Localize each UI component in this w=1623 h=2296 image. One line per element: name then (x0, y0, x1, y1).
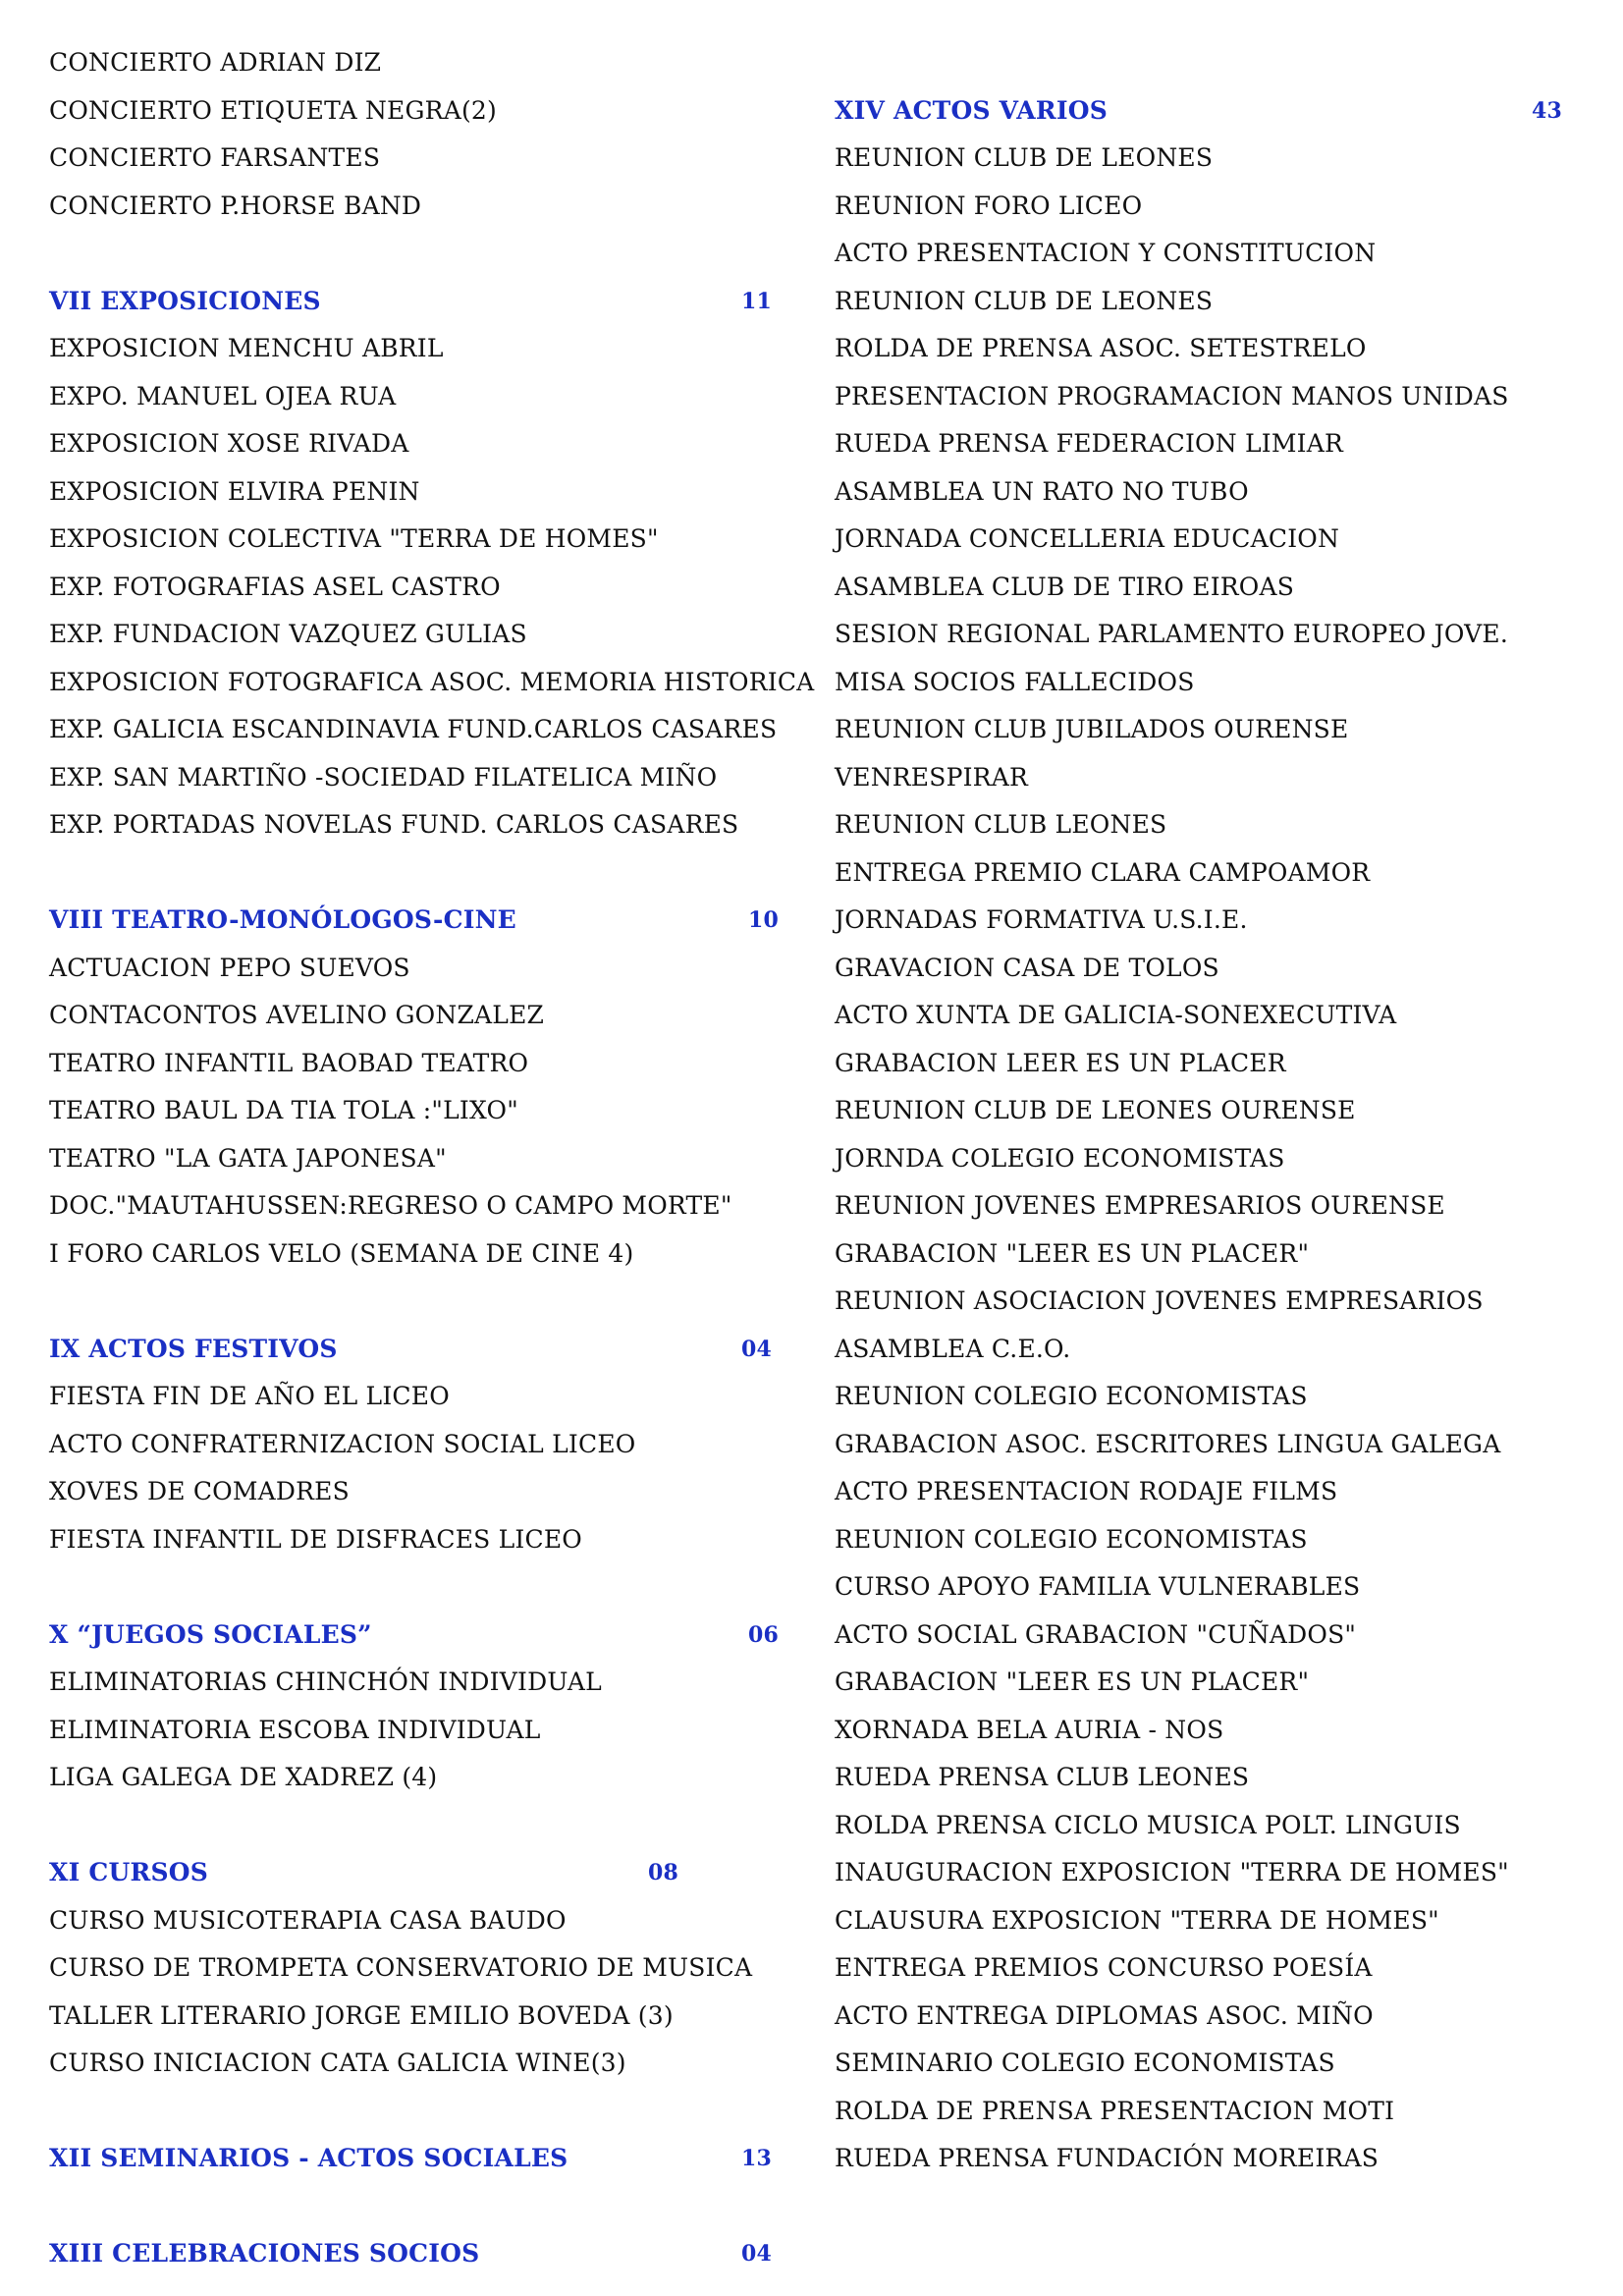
section-count: 06 (748, 1621, 780, 1648)
item-text: RUEDA PRENSA FEDERACION LIMIAR (835, 429, 1343, 458)
section-spacer (835, 39, 1561, 87)
list-item (835, 1230, 1561, 1279)
list-item (49, 659, 815, 707)
item-text: FIESTA INFANTIL DE DISFRACES LICEO (49, 1524, 582, 1554)
item-text: MISA SOCIOS FALLECIDOS (835, 667, 1195, 696)
list-item (835, 1612, 1561, 1660)
item-text: ELIMINATORIAS CHINCHÓN INDIVIDUAL (49, 1667, 602, 1696)
item-text: CONCIERTO FARSANTES (49, 143, 381, 172)
item-text: ENTREGA PREMIOS CONCURSO POESÍA (835, 1953, 1373, 1982)
list-item (49, 420, 795, 468)
right-column (835, 39, 1561, 2183)
item-text: REUNION CLUB DE LEONES (835, 286, 1214, 315)
item-text: EXP. GALICIA ESCANDINAVIA FUND.CARLOS CASARES (49, 715, 778, 743)
list-item (835, 2088, 1561, 2136)
section-title: VII EXPOSICIONES (49, 286, 321, 315)
list-item (49, 39, 795, 87)
item-text: I FORO CARLOS VELO (SEMANA DE CINE 4) (49, 1238, 634, 1268)
item-text: REUNION CLUB LEONES (835, 810, 1167, 839)
list-item (835, 1135, 1561, 1183)
list-item (835, 1326, 1561, 1374)
item-text: XOVES DE COMADRES (49, 1477, 350, 1505)
list-item (835, 1516, 1561, 1564)
item-text: CURSO INICIACION CATA GALICIA WINE(3) (49, 2049, 626, 2077)
item-text: LIGA GALEGA DE XADREZ (4) (49, 1763, 438, 1791)
item-text: ACTO PRESENTACION Y CONSTITUCION (835, 239, 1377, 267)
list-item (49, 1182, 795, 1230)
section-heading (49, 1612, 795, 1660)
list-item (835, 1182, 1561, 1230)
section-heading (49, 278, 795, 326)
list-item (835, 2040, 1561, 2088)
list-item (49, 1944, 795, 1993)
item-text: ACTO PRESENTACION RODAJE FILMS (835, 1477, 1338, 1505)
item-text: EXPOSICION ELVIRA PENIN (49, 476, 420, 506)
item-text: GRAVACION CASA DE TOLOS (835, 953, 1219, 982)
list-item (835, 1993, 1561, 2041)
section-heading (49, 897, 795, 945)
list-item (49, 754, 795, 802)
list-item (835, 1563, 1561, 1612)
item-text: ASAMBLEA CLUB DE TIRO EIROAS (835, 572, 1295, 601)
list-item (835, 468, 1561, 517)
list-item (835, 1087, 1561, 1135)
list-item (835, 849, 1561, 898)
section-spacer (49, 849, 795, 898)
item-text: EXPOSICION COLECTIVA "TERRA DE HOMES" (49, 524, 659, 553)
section-title: IX ACTOS FESTIVOS (49, 1334, 338, 1363)
list-item (835, 611, 1561, 659)
section-count: 08 (648, 1860, 679, 1886)
list-item (835, 1897, 1561, 1945)
list-item (835, 706, 1561, 754)
item-text: TEATRO "LA GATA JAPONESA" (49, 1143, 447, 1173)
item-text: ROLDA DE PRENSA ASOC. SETESTRELO (835, 334, 1367, 362)
list-item (49, 1659, 795, 1707)
list-item (49, 183, 795, 231)
item-text: TALLER LITERARIO JORGE EMILIO BOVEDA (3) (49, 2000, 674, 2030)
list-item (49, 373, 795, 421)
item-text: TEATRO INFANTIL BAOBAD TEATRO (49, 1048, 529, 1077)
list-item (835, 325, 1561, 373)
list-item (49, 468, 795, 517)
item-text: JORNADA CONCELLERIA EDUCACION (835, 524, 1340, 553)
list-item (49, 87, 795, 136)
list-item (49, 1135, 795, 1183)
list-item (835, 1802, 1561, 1850)
list-item (49, 1230, 795, 1279)
section-title: XII SEMINARIOS - ACTOS SOCIALES (49, 2144, 568, 2172)
item-text: XORNADA BELA AURIA - NOS (835, 1715, 1224, 1744)
item-text: REUNION COLEGIO ECONOMISTAS (835, 1524, 1308, 1554)
item-text: RUEDA PRENSA CLUB LEONES (835, 1763, 1250, 1791)
left-column (49, 39, 815, 2278)
list-item (49, 516, 795, 564)
item-text: ROLDA DE PRENSA PRESENTACION MOTI (835, 2096, 1395, 2125)
list-item (835, 278, 1561, 326)
item-text: JORNDA COLEGIO ECONOMISTAS (835, 1143, 1285, 1173)
section-heading (49, 2230, 795, 2278)
section-count: 43 (1532, 97, 1563, 124)
list-item (835, 945, 1561, 993)
item-text: FIESTA FIN DE AÑO EL LICEO (49, 1382, 450, 1410)
list-item (835, 1944, 1561, 1993)
item-text: EXPOSICION XOSE RIVADA (49, 429, 409, 458)
item-text: CURSO DE TROMPETA CONSERVATORIO DE MUSICA (49, 1953, 753, 1982)
item-text: ACTO XUNTA DE GALICIA-SONEXECUTIVA (835, 1001, 1397, 1029)
item-text: REUNION JOVENES EMPRESARIOS OURENSE (835, 1191, 1445, 1220)
item-text: GRABACION "LEER ES UN PLACER" (835, 1238, 1310, 1268)
item-text: ACTUACION PEPO SUEVOS (49, 953, 410, 982)
list-item (49, 1468, 795, 1516)
list-item (49, 1754, 795, 1802)
list-item (49, 1897, 795, 1945)
list-item (835, 1754, 1561, 1802)
list-item (49, 1516, 795, 1564)
item-text: REUNION ASOCIACION JOVENES EMPRESARIOS (835, 1286, 1484, 1315)
list-item (49, 1040, 795, 1088)
list-item (49, 1087, 795, 1135)
list-item (835, 1849, 1561, 1897)
list-item (49, 325, 795, 373)
list-item (835, 1421, 1561, 1469)
section-spacer (49, 230, 795, 278)
item-text: REUNION FORO LICEO (835, 191, 1143, 220)
item-text: REUNION COLEGIO ECONOMISTAS (835, 1382, 1308, 1410)
item-text: ENTREGA PREMIO CLARA CAMPOAMOR (835, 857, 1371, 887)
list-item (835, 564, 1561, 612)
list-item (835, 135, 1561, 183)
list-item (49, 801, 795, 849)
item-text: ROLDA PRENSA CICLO MUSICA POLT. LINGUIS (835, 1810, 1461, 1839)
item-text: PRESENTACION PROGRAMACION MANOS UNIDAS (835, 381, 1509, 410)
list-item (835, 516, 1561, 564)
list-item (49, 564, 795, 612)
item-text: GRABACION LEER ES UN PLACER (835, 1048, 1286, 1077)
item-text: CONCIERTO ADRIAN DIZ (49, 48, 382, 77)
list-item (49, 135, 795, 183)
item-text: RUEDA PRENSA FUNDACIÓN MOREIRAS (835, 2144, 1380, 2172)
section-count: 04 (741, 2241, 773, 2267)
section-count: 11 (741, 288, 773, 314)
list-item (49, 706, 795, 754)
item-text: CONTACONTOS AVELINO GONZALEZ (49, 1001, 545, 1029)
item-text: TEATRO BAUL DA TIA TOLA :"LIXO" (49, 1096, 518, 1124)
item-text: REUNION CLUB JUBILADOS OURENSE (835, 715, 1349, 743)
item-text: GRABACION ASOC. ESCRITORES LINGUA GALEGA (835, 1429, 1501, 1458)
list-item (835, 1040, 1561, 1088)
item-text: EXPO. MANUEL OJEA RUA (49, 381, 397, 410)
section-heading (49, 1849, 795, 1897)
section-spacer (49, 1802, 795, 1850)
item-text: ACTO CONFRATERNIZACION SOCIAL LICEO (49, 1429, 636, 1458)
list-item (835, 1707, 1561, 1755)
item-text: REUNION CLUB DE LEONES (835, 143, 1214, 172)
item-text: ELIMINATORIA ESCOBA INDIVIDUAL (49, 1715, 541, 1744)
list-item (835, 2135, 1561, 2183)
section-heading (49, 1326, 795, 1374)
item-text: ASAMBLEA C.E.O. (835, 1334, 1071, 1363)
item-text: INAUGURACION EXPOSICION "TERRA DE HOMES" (835, 1858, 1509, 1886)
item-text: REUNION CLUB DE LEONES OURENSE (835, 1096, 1356, 1124)
list-item (49, 2040, 795, 2088)
list-item (49, 945, 795, 993)
list-item (49, 1421, 795, 1469)
list-item (835, 992, 1561, 1040)
item-text: EXP. PORTADAS NOVELAS FUND. CARLOS CASARES (49, 810, 739, 839)
list-item (49, 611, 795, 659)
item-text: EXPOSICION FOTOGRAFICA ASOC. MEMORIA HISTORICA (49, 667, 815, 696)
list-item (49, 1993, 795, 2041)
section-spacer (49, 1563, 795, 1612)
item-text: EXP. FOTOGRAFIAS ASEL CASTRO (49, 572, 501, 601)
item-text: JORNADAS FORMATIVA U.S.I.E. (835, 905, 1248, 934)
item-text: SESION REGIONAL PARLAMENTO EUROPEO JOVE. (835, 620, 1508, 648)
list-item (835, 230, 1561, 278)
list-item (835, 1659, 1561, 1707)
list-item (835, 801, 1561, 849)
list-item (49, 1373, 795, 1421)
section-spacer (49, 2183, 795, 2231)
section-count: 13 (741, 2146, 773, 2171)
list-item (835, 659, 1561, 707)
list-item (835, 754, 1561, 802)
item-text: ACTO SOCIAL GRABACION "CUÑADOS" (835, 1619, 1357, 1649)
section-title: XIV ACTOS VARIOS (835, 95, 1108, 125)
section-count: 04 (741, 1336, 773, 1362)
item-text: ASAMBLEA UN RATO NO TUBO (835, 476, 1249, 506)
list-item (49, 1707, 795, 1755)
list-item (835, 897, 1561, 945)
item-text: ACTO ENTREGA DIPLOMAS ASOC. MIÑO (835, 2000, 1374, 2030)
item-text: EXPOSICION MENCHU ABRIL (49, 334, 444, 362)
list-item (835, 183, 1561, 231)
section-title: XIII CELEBRACIONES SOCIOS (49, 2239, 480, 2268)
section-title: X “JUEGOS SOCIALES” (49, 1619, 372, 1649)
item-text: VENRESPIRAR (835, 762, 1028, 792)
list-item (835, 1278, 1561, 1326)
item-text: CLAUSURA EXPOSICION "TERRA DE HOMES" (835, 1905, 1439, 1935)
section-heading (49, 2135, 795, 2183)
list-item (835, 373, 1561, 421)
list-item (835, 1373, 1561, 1421)
item-text: CURSO APOYO FAMILIA VULNERABLES (835, 1572, 1361, 1601)
item-text: CURSO MUSICOTERAPIA CASA BAUDO (49, 1905, 567, 1935)
item-text: DOC."MAUTAHUSSEN:REGRESO O CAMPO MORTE" (49, 1191, 732, 1220)
item-text: GRABACION "LEER ES UN PLACER" (835, 1667, 1310, 1696)
section-spacer (49, 2088, 795, 2136)
section-title: VIII TEATRO-MONÓLOGOS-CINE (49, 905, 516, 934)
list-item (835, 420, 1561, 468)
section-title: XI CURSOS (49, 1858, 208, 1886)
list-item (49, 992, 795, 1040)
item-text: EXP. FUNDACION VAZQUEZ GULIAS (49, 620, 527, 648)
section-heading (835, 87, 1561, 136)
list-item (835, 1468, 1561, 1516)
section-count: 10 (748, 907, 780, 933)
item-text: EXP. SAN MARTIÑO -SOCIEDAD FILATELICA MIÑO (49, 762, 718, 792)
item-text: SEMINARIO COLEGIO ECONOMISTAS (835, 2049, 1335, 2077)
item-text: CONCIERTO P.HORSE BAND (49, 191, 422, 220)
item-text: CONCIERTO ETIQUETA NEGRA(2) (49, 95, 497, 125)
section-spacer (49, 1278, 795, 1326)
